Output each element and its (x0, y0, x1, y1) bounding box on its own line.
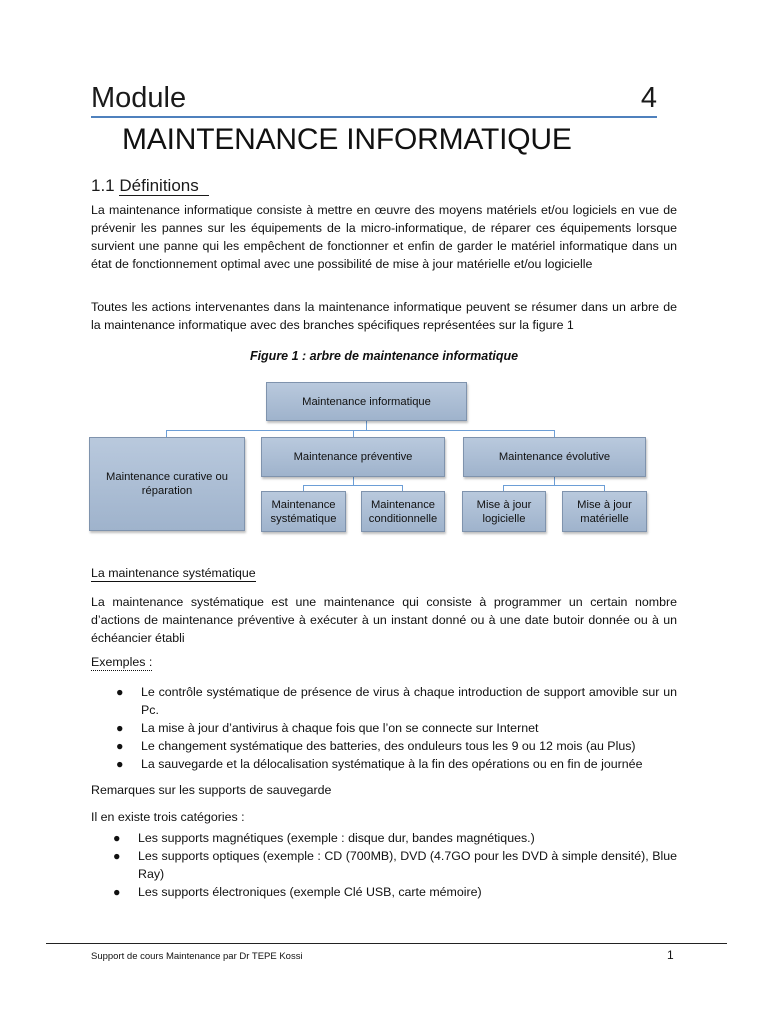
definition-paragraph: La maintenance informatique consiste à mettre en œuvre des moyens matériels et/ou logiciels en vue de prévenir les pannes sur les équipements de la micro-informatique, de réparer ces équipements lorsque survient une panne qui les empêchent de fonctionner et enfin de garder le matériel informatique dans un état de fonctionnement optimal avec une possibilité de mise à jour matérielle et/ou logicielle (91, 203, 677, 271)
connector (353, 477, 354, 485)
supports-remark: Remarques sur les supports de sauvegarde (91, 783, 332, 797)
page-number: 1 (667, 948, 674, 962)
node-mise-a-jour-logicielle: Mise à jour logicielle (462, 491, 546, 532)
tree-intro-paragraph: Toutes les actions intervenantes dans la maintenance informatique peuvent se résumer dans un arbre de la maintenance informatique avec des branches spécifiques représentées sur la figure 1 (91, 300, 677, 332)
subsection-title: La maintenance systématique (91, 566, 256, 580)
bullet-icon: ● (116, 721, 124, 735)
list-item: ● Le contrôle systématique de présence de virus à chaque introduction de support amovible sur un Pc. (116, 685, 677, 717)
footer-text: Support de cours Maintenance par Dr TEPE Kossi (91, 951, 303, 962)
connector (166, 430, 555, 431)
connector (366, 421, 367, 430)
connector (303, 485, 403, 486)
list-item: ● Les supports magnétiques (exemple : disque dur, bandes magnétiques.) (113, 831, 535, 845)
bullet-icon: ● (116, 685, 124, 699)
connector (503, 485, 605, 486)
connector (554, 477, 555, 485)
examples-title: Exemples : (91, 655, 153, 669)
node-maintenance-curative: Maintenance curative ou réparation (89, 437, 245, 531)
bullet-icon: ● (113, 885, 121, 899)
bullet-icon: ● (113, 831, 121, 845)
page-title: MAINTENANCE INFORMATIQUE (122, 123, 572, 156)
section-heading (91, 176, 209, 196)
list-item: ● La sauvegarde et la délocalisation systématique à la fin des opérations ou en fin de journée (116, 757, 643, 771)
figure-caption: Figure 1 : arbre de maintenance informatique (249, 349, 519, 363)
examples-list (116, 683, 677, 773)
list-item: ● Les supports optiques (exemple : CD (700MB), DVD (4.7GO pour les DVD à simple densité), Blue Ray) (113, 849, 677, 881)
node-maintenance-evolutive: Maintenance évolutive (463, 437, 646, 477)
module-header (91, 80, 657, 118)
list-item: ● La mise à jour d’antivirus à chaque fois que l’on se connecte sur Internet (116, 721, 539, 735)
bullet-icon: ● (116, 739, 124, 753)
list-item: ● Le changement systématique des batteries, des onduleurs tous les 9 ou 12 mois (au Plus) (116, 739, 636, 753)
node-maintenance-preventive: Maintenance préventive (261, 437, 445, 477)
footer-divider (46, 943, 727, 944)
node-maintenance-informatique: Maintenance informatique (266, 382, 467, 421)
bullet-icon: ● (116, 757, 124, 771)
supports-list (113, 829, 677, 901)
supports-intro: Il en existe trois catégories : (91, 810, 245, 824)
list-item: ● Les supports électroniques (exemple Clé USB, carte mémoire) (113, 885, 482, 899)
systematique-paragraph: La maintenance systématique est une maintenance qui consiste à programmer un certain nombre d’actions de maintenance préventive à exécuter à un instant donné ou à une date butoir donnée ou à un échéancier établi (91, 595, 677, 645)
section-title: Définitions (119, 176, 208, 196)
module-number: 4 (640, 82, 657, 114)
bullet-icon: ● (113, 849, 121, 863)
node-maintenance-systematique: Maintenance systématique (261, 491, 346, 532)
node-maintenance-conditionnelle: Maintenance conditionnelle (361, 491, 445, 532)
node-mise-a-jour-materielle: Mise à jour matérielle (562, 491, 647, 532)
module-label: Module (91, 82, 187, 114)
section-number: 1.1 (91, 176, 115, 195)
